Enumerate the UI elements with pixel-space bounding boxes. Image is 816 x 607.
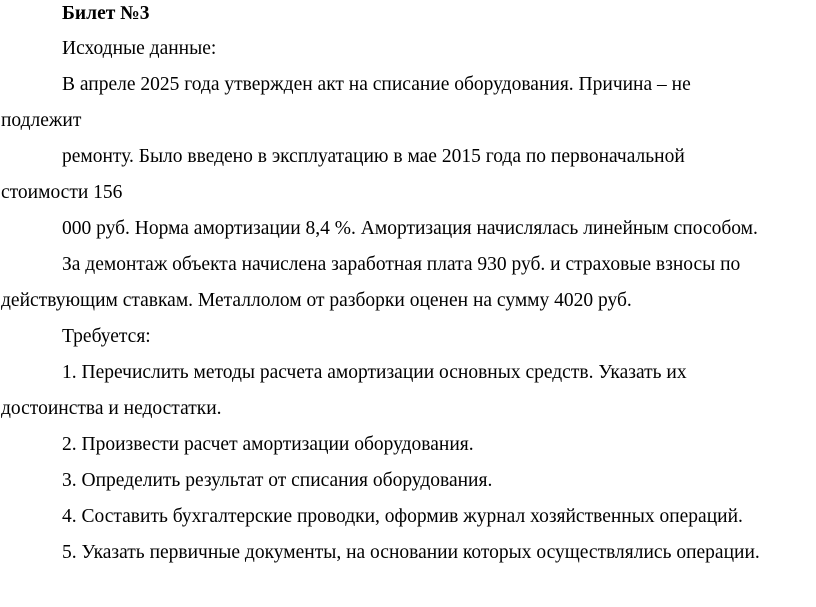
task-4: 4. Составить бухгалтерские проводки, оформив журнал хозяйственных операций. <box>62 506 743 527</box>
paragraph-4-line-1: За демонтаж объекта начислена заработная плата 930 руб. и страховые взносы по <box>62 254 741 275</box>
task-1-line-2: достоинства и недостатки. <box>1 398 222 419</box>
paragraph-1-line-2: подлежит <box>1 110 82 131</box>
required-heading: Требуется: <box>62 326 151 347</box>
paragraph-2-line-1: ремонту. Было введено в эксплуатацию в мае 2015 года по первоначальной <box>62 146 685 167</box>
paragraph-4-line-2: действующим ставкам. Металлолом от разборки оценен на сумму 4020 руб. <box>1 290 632 311</box>
task-3: 3. Определить результат от списания оборудования. <box>62 470 493 491</box>
paragraph-1-line-1: В апреле 2025 года утвержден акт на списание оборудования. Причина – не <box>62 74 691 95</box>
task-5: 5. Указать первичные документы, на основании которых осуществлялись операции. <box>62 542 760 563</box>
ticket-title: Билет №3 <box>62 3 150 24</box>
task-1-line-1: 1. Перечислить методы расчета амортизации основных средств. Указать их <box>62 362 687 383</box>
initial-data-heading: Исходные данные: <box>62 38 217 59</box>
task-2: 2. Произвести расчет амортизации оборудования. <box>62 434 474 455</box>
paragraph-3-line-1: 000 руб. Норма амортизации 8,4 %. Амортизация начислялась линейным способом. <box>62 218 758 239</box>
paragraph-2-line-2: стоимости 156 <box>1 182 123 203</box>
